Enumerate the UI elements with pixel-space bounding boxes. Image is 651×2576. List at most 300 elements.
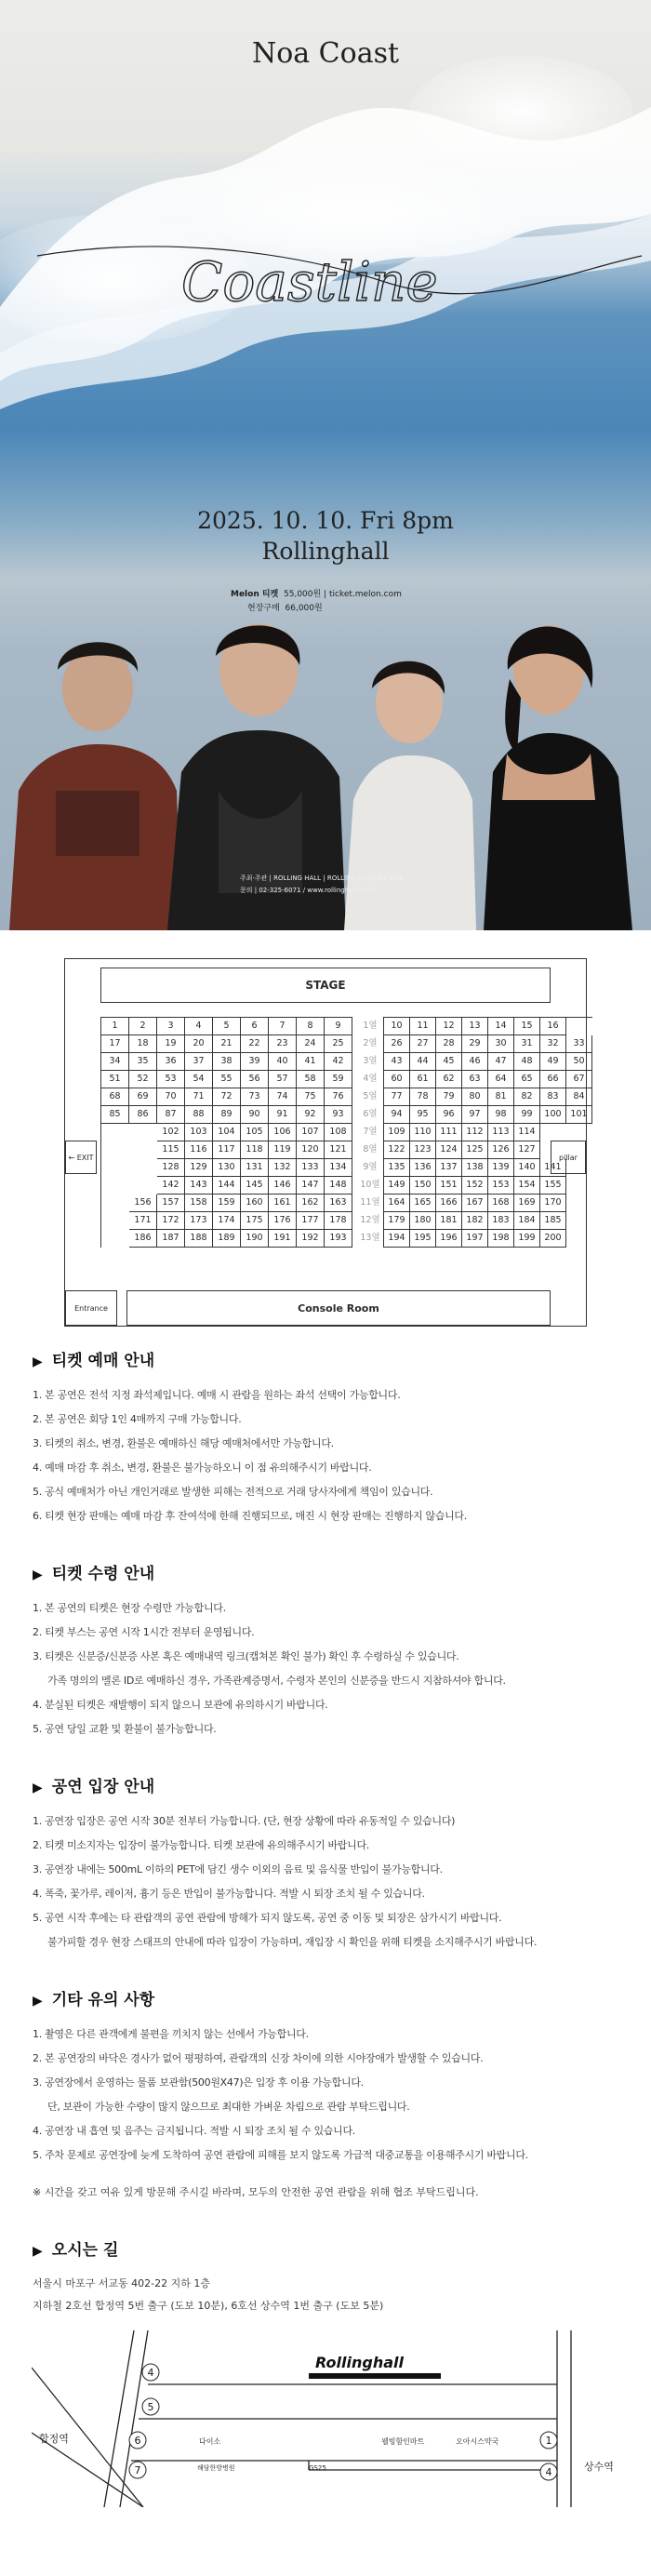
seat-empty <box>101 1124 129 1141</box>
other-item: 1. 촬영은 다른 관객에게 불편을 끼치지 않는 선에서 가능합니다. <box>33 2028 309 2040</box>
seat: 128 <box>157 1159 185 1177</box>
seat: 98 <box>488 1106 514 1124</box>
credits-organizer: 주최·주관 | ROLLING HALL | ROLLING CULTURE ONE <box>240 874 405 882</box>
seat: 38 <box>213 1053 241 1071</box>
seat: 121 <box>325 1141 352 1159</box>
seat: 13 <box>462 1018 488 1035</box>
seat: 110 <box>410 1124 436 1141</box>
seat: 165 <box>410 1195 436 1212</box>
seat: 141 <box>540 1159 566 1177</box>
booking-item: 1. 본 공연은 전석 지정 좌석제입니다. 예매 시 관람을 원하는 좌석 선택이 가능합니다. <box>33 1389 401 1401</box>
other-sub: 단, 보관이 가능한 수량이 많지 않으므로 최대한 가벼운 차림으로 관람 부탁드립니다. <box>47 2101 410 2113</box>
pickup-item: 5. 공연 당일 교환 및 환불이 불가능합니다. <box>33 1723 217 1735</box>
seat: 152 <box>462 1177 488 1195</box>
row-label: 6열 <box>363 1109 378 1119</box>
seat: 28 <box>436 1035 462 1053</box>
booking-title: ▶ 티켓 예매 안내 <box>33 1347 618 1370</box>
entry-item: 2. 티켓 미소지자는 입장이 불가능합니다. 티켓 보관에 유의해주시기 바랍니다. <box>33 1839 369 1851</box>
map-venue-label: Rollinghall <box>315 2354 404 2371</box>
directions-section <box>0 2236 651 2317</box>
entrance-marker: Entrance <box>65 1290 117 1326</box>
exit-1-sangsu: 1 <box>545 2435 552 2447</box>
seat: 62 <box>436 1071 462 1088</box>
seat: 197 <box>462 1230 488 1248</box>
seat: 72 <box>213 1088 241 1106</box>
seat: 84 <box>566 1088 592 1106</box>
entry-item: 1. 공연장 입장은 공연 시작 30분 전부터 가능합니다. (단, 현장 상황에 따라 유동적일 수 있습니다) <box>33 1815 456 1827</box>
seat: 58 <box>297 1071 325 1088</box>
seat: 116 <box>185 1141 213 1159</box>
seat: 189 <box>213 1230 241 1248</box>
seat: 46 <box>462 1053 488 1071</box>
seat: 115 <box>157 1141 185 1159</box>
seat: 104 <box>213 1124 241 1141</box>
seat: 4 <box>185 1018 213 1035</box>
seat: 82 <box>514 1088 540 1106</box>
seat: 77 <box>384 1088 410 1106</box>
event-poster <box>0 0 651 930</box>
seat: 24 <box>297 1035 325 1053</box>
seat: 86 <box>129 1106 157 1124</box>
seat: 19 <box>157 1035 185 1053</box>
seat-empty <box>540 1124 566 1141</box>
entry-item: 4. 폭죽, 꽃가루, 레이저, 흉기 등은 반입이 불가능합니다. 적발 시 퇴장 조치 될 수 있습니다. <box>33 1888 425 1900</box>
seat-empty <box>129 1159 157 1177</box>
entry-item: 3. 공연장 내에는 500mL 이하의 PET에 담긴 생수 이외의 음료 및 음식물 반입이 불가능합니다. <box>33 1863 443 1875</box>
seat: 10 <box>384 1018 410 1035</box>
seat: 47 <box>488 1053 514 1071</box>
seat: 39 <box>241 1053 269 1071</box>
map-sangsu-label: 상수역 <box>584 2461 614 2473</box>
seat: 194 <box>384 1230 410 1248</box>
console-room: Console Room <box>126 1290 551 1326</box>
seat: 22 <box>241 1035 269 1053</box>
seat: 131 <box>241 1159 269 1177</box>
seat: 52 <box>129 1071 157 1088</box>
seat: 113 <box>488 1124 514 1141</box>
seat: 187 <box>157 1230 185 1248</box>
map-hapjeong-label: 합정역 <box>39 2433 69 2445</box>
seat: 171 <box>129 1212 157 1230</box>
seat: 112 <box>462 1124 488 1141</box>
exit-4-sangsu: 4 <box>545 2466 552 2478</box>
seat: 185 <box>540 1212 566 1230</box>
seat: 181 <box>436 1212 462 1230</box>
road-hapjeong-left <box>104 2330 134 2507</box>
other-note: ※ 시간을 갖고 여유 있게 방문해 주시길 바라며, 모두의 안전한 공연 관람을 위해 협조 부탁드립니다. <box>33 2186 479 2198</box>
exit-4-hapjeong: 4 <box>147 2367 154 2379</box>
seat: 2 <box>129 1018 157 1035</box>
seat-empty <box>101 1212 129 1230</box>
seat: 195 <box>410 1230 436 1248</box>
seat-empty <box>101 1177 129 1195</box>
seat-grid-right <box>383 1017 592 1248</box>
seat: 40 <box>269 1053 297 1071</box>
seat: 100 <box>540 1106 566 1124</box>
seat: 138 <box>462 1159 488 1177</box>
seat-empty <box>101 1159 129 1177</box>
entry-sub: 불가피할 경우 현장 스태프의 안내에 따라 입장이 가능하며, 재입장 시 확인을 위해 티켓을 소지해주시기 바랍니다. <box>47 1936 538 1948</box>
seat: 51 <box>101 1071 129 1088</box>
seat: 176 <box>269 1212 297 1230</box>
seat: 18 <box>129 1035 157 1053</box>
seat: 66 <box>540 1071 566 1088</box>
onsite-label: 현장구매 <box>247 604 280 613</box>
entry-section <box>0 1773 651 1955</box>
seat: 114 <box>514 1124 540 1141</box>
seat-empty <box>566 1177 592 1195</box>
seat: 64 <box>488 1071 514 1088</box>
seat: 31 <box>514 1035 540 1053</box>
seat: 11 <box>410 1018 436 1035</box>
seat: 177 <box>297 1212 325 1230</box>
seat: 170 <box>540 1195 566 1212</box>
poster-credits <box>240 873 404 897</box>
seat: 188 <box>185 1230 213 1248</box>
seat: 99 <box>514 1106 540 1124</box>
poster-artist-name: Noa Coast <box>251 37 400 70</box>
seat: 50 <box>566 1053 592 1071</box>
venue-building <box>309 2373 441 2379</box>
seat: 55 <box>213 1071 241 1088</box>
seat: 143 <box>185 1177 213 1195</box>
seat: 29 <box>462 1035 488 1053</box>
seat: 75 <box>297 1088 325 1106</box>
seat-empty <box>566 1230 592 1248</box>
seat: 186 <box>129 1230 157 1248</box>
seat: 21 <box>213 1035 241 1053</box>
seat: 76 <box>325 1088 352 1106</box>
seat: 91 <box>269 1106 297 1124</box>
seat: 6 <box>241 1018 269 1035</box>
other-item: 3. 공연장에서 운영하는 물품 보관함(500원X47)은 입장 후 이용 가능합니다. <box>33 2076 364 2089</box>
entry-title: ▶ 공연 입장 안내 <box>33 1773 618 1796</box>
seat: 125 <box>462 1141 488 1159</box>
row-label: 10열 <box>360 1180 380 1190</box>
seat: 14 <box>488 1018 514 1035</box>
map-daiso-label: 다이소 <box>199 2437 221 2446</box>
seat: 119 <box>269 1141 297 1159</box>
seat: 85 <box>101 1106 129 1124</box>
seat: 144 <box>213 1177 241 1195</box>
seat-map <box>64 958 587 1327</box>
seat: 108 <box>325 1124 352 1141</box>
seat: 134 <box>325 1159 352 1177</box>
pickup-item: 4. 분실된 티켓은 재발행이 되지 않으니 보관에 유의하시기 바랍니다. <box>33 1699 328 1711</box>
seat: 192 <box>297 1230 325 1248</box>
seat: 68 <box>101 1088 129 1106</box>
other-title: ▶ 기타 유의 사항 <box>33 1986 618 2009</box>
seat: 96 <box>436 1106 462 1124</box>
seat: 111 <box>436 1124 462 1141</box>
row-label: 13열 <box>360 1233 380 1243</box>
seat: 106 <box>269 1124 297 1141</box>
seat: 150 <box>410 1177 436 1195</box>
seat: 127 <box>514 1141 540 1159</box>
seat: 12 <box>436 1018 462 1035</box>
seat: 26 <box>384 1035 410 1053</box>
credits-contact: 문의 | 02-325-6071 / www.rollinghall.co.kr <box>240 887 375 894</box>
seat: 200 <box>540 1230 566 1248</box>
transit-info: 지하철 2호선 합정역 5번 출구 (도보 10분), 6호선 상수역 1번 출구 (도보 5분) <box>33 2300 384 2312</box>
seat: 173 <box>185 1212 213 1230</box>
seat: 67 <box>566 1071 592 1088</box>
seat-empty <box>566 1124 592 1141</box>
seat: 174 <box>213 1212 241 1230</box>
pickup-item: 3. 티켓은 신분증/신분증 사본 혹은 예매내역 링크(캡쳐본 확인 불가) 확인 후 수령하실 수 있습니다. <box>33 1650 459 1662</box>
seat: 190 <box>241 1230 269 1248</box>
seat: 45 <box>436 1053 462 1071</box>
row-label: 5열 <box>363 1091 378 1101</box>
seat: 32 <box>540 1035 566 1053</box>
seat: 162 <box>297 1195 325 1212</box>
seat: 23 <box>269 1035 297 1053</box>
seat: 120 <box>297 1141 325 1159</box>
pickup-title: ▶ 티켓 수령 안내 <box>33 1560 618 1583</box>
seat-empty <box>101 1195 129 1212</box>
seat: 101 <box>566 1106 592 1124</box>
seat: 198 <box>488 1230 514 1248</box>
seat: 149 <box>384 1177 410 1195</box>
seat: 193 <box>325 1230 352 1248</box>
exit-6: 6 <box>134 2435 141 2447</box>
seat: 117 <box>213 1141 241 1159</box>
seat: 118 <box>241 1141 269 1159</box>
seat: 122 <box>384 1141 410 1159</box>
seat: 89 <box>213 1106 241 1124</box>
seat: 175 <box>241 1212 269 1230</box>
seat-empty <box>101 1141 129 1159</box>
seat: 30 <box>488 1035 514 1053</box>
seat: 73 <box>241 1088 269 1106</box>
entry-item: 5. 공연 시작 후에는 타 관람객의 공연 관람에 방해가 되지 않도록, 공연 중 이동 및 퇴장은 삼가시기 바랍니다. <box>33 1912 502 1924</box>
script-title-text: Coastline <box>181 250 438 314</box>
seat: 182 <box>462 1212 488 1230</box>
seat: 168 <box>488 1195 514 1212</box>
seat: 49 <box>540 1053 566 1071</box>
seat: 1 <box>101 1018 129 1035</box>
seat: 69 <box>129 1088 157 1106</box>
seat: 178 <box>325 1212 352 1230</box>
seat: 166 <box>436 1195 462 1212</box>
pickup-item: 1. 본 공연의 티켓은 현장 수령만 가능합니다. <box>33 1602 226 1614</box>
melon-label: Melon 티켓 <box>231 590 279 599</box>
seat: 129 <box>185 1159 213 1177</box>
row-label: 7열 <box>363 1127 378 1137</box>
seat: 20 <box>185 1035 213 1053</box>
directions-title: ▶ 오시는 길 <box>33 2236 618 2260</box>
seat: 27 <box>410 1035 436 1053</box>
seat-empty <box>129 1124 157 1141</box>
venue-address: 서울시 마포구 서교동 402-22 지하 1층 <box>33 2277 210 2289</box>
seat: 79 <box>436 1088 462 1106</box>
seat: 7 <box>269 1018 297 1035</box>
row-label: 11열 <box>360 1197 380 1208</box>
seat: 124 <box>436 1141 462 1159</box>
seat: 130 <box>213 1159 241 1177</box>
seat: 155 <box>540 1177 566 1195</box>
location-map <box>32 2330 619 2507</box>
seat: 54 <box>185 1071 213 1088</box>
seat: 156 <box>129 1195 157 1212</box>
seat: 94 <box>384 1106 410 1124</box>
pickup-sub: 가족 명의의 멜론 ID로 예매하신 경우, 가족관계증명서, 수령자 본인의 신분증을 반드시 지참하셔야 합니다. <box>47 1675 506 1687</box>
poster-venue: Rollinghall <box>261 538 390 565</box>
seat: 148 <box>325 1177 352 1195</box>
row-label: 4열 <box>363 1074 378 1084</box>
exit-5: 5 <box>147 2401 154 2413</box>
seat: 48 <box>514 1053 540 1071</box>
seat: 17 <box>101 1035 129 1053</box>
seat: 80 <box>462 1088 488 1106</box>
seat: 199 <box>514 1230 540 1248</box>
seat: 109 <box>384 1124 410 1141</box>
exit-7: 7 <box>134 2464 141 2476</box>
seat: 161 <box>269 1195 297 1212</box>
seat: 160 <box>241 1195 269 1212</box>
seat: 35 <box>129 1053 157 1071</box>
seat: 65 <box>514 1071 540 1088</box>
booking-item: 6. 티켓 현장 판매는 예매 마감 후 잔여석에 한해 진행되므로, 매진 시 현장 판매는 진행하지 않습니다. <box>33 1510 467 1522</box>
seat: 196 <box>436 1230 462 1248</box>
seat: 179 <box>384 1212 410 1230</box>
pickup-section <box>0 1560 651 1742</box>
onsite-price: 66,000원 <box>285 604 323 613</box>
row-label: 9열 <box>363 1162 378 1172</box>
seat: 107 <box>297 1124 325 1141</box>
seat: 83 <box>540 1088 566 1106</box>
seat: 60 <box>384 1071 410 1088</box>
poster-date: 2025. 10. 10. Fri 8pm <box>197 507 454 534</box>
other-item: 2. 본 공연장의 바닥은 경사가 없어 평평하여, 관람객의 신장 차이에 의한 시야장애가 발생할 수 있습니다. <box>33 2052 484 2064</box>
seat-empty <box>566 1018 592 1035</box>
seat: 74 <box>269 1088 297 1106</box>
seat: 25 <box>325 1035 352 1053</box>
seat: 5 <box>213 1018 241 1035</box>
seat: 44 <box>410 1053 436 1071</box>
seat: 145 <box>241 1177 269 1195</box>
seat: 81 <box>488 1088 514 1106</box>
other-item: 5. 주차 문제로 공연장에 늦게 도착하여 공연 관람에 피해를 보지 않도록 가급적 대중교통을 이용해주시기 바랍니다. <box>33 2149 528 2161</box>
seat: 191 <box>269 1230 297 1248</box>
seat: 137 <box>436 1159 462 1177</box>
seat: 140 <box>514 1159 540 1177</box>
seat: 123 <box>410 1141 436 1159</box>
seat: 36 <box>157 1053 185 1071</box>
seat: 180 <box>410 1212 436 1230</box>
seat: 142 <box>157 1177 185 1195</box>
map-gs25-label: GS25 <box>309 2464 326 2472</box>
seat: 184 <box>514 1212 540 1230</box>
seat-empty <box>566 1195 592 1212</box>
seat: 33 <box>566 1035 592 1053</box>
stage-area: STAGE <box>100 968 551 1003</box>
exit-marker: ← EXIT <box>65 1141 97 1174</box>
seat: 159 <box>213 1195 241 1212</box>
seat: 103 <box>185 1124 213 1141</box>
map-clinic-label: 해담한방병원 <box>197 2464 235 2472</box>
seat: 56 <box>241 1071 269 1088</box>
seat: 167 <box>462 1195 488 1212</box>
seat: 153 <box>488 1177 514 1195</box>
seat: 102 <box>157 1124 185 1141</box>
other-item: 4. 공연장 내 흡연 및 음주는 금지됩니다. 적발 시 퇴장 조치 될 수 있습니다. <box>33 2125 355 2137</box>
ticket-info: Melon 티켓 55,000원 | ticket.melon.com 현장구매 66,000원 <box>231 590 402 613</box>
seat: 71 <box>185 1088 213 1106</box>
row-label: 1열 <box>363 1021 378 1031</box>
seat: 78 <box>410 1088 436 1106</box>
seat: 147 <box>297 1177 325 1195</box>
seat-empty <box>129 1177 157 1195</box>
row-label: 8열 <box>363 1144 378 1155</box>
seat: 53 <box>157 1071 185 1088</box>
seat: 172 <box>157 1212 185 1230</box>
row-label: 3열 <box>363 1056 378 1066</box>
seat: 9 <box>325 1018 352 1035</box>
seat: 92 <box>297 1106 325 1124</box>
booking-item: 5. 공식 예매처가 아닌 개인거래로 발생한 피해는 전적으로 거래 당사자에게 책임이 있습니다. <box>33 1486 433 1498</box>
seat: 158 <box>185 1195 213 1212</box>
seat: 3 <box>157 1018 185 1035</box>
melon-url: ticket.melon.com <box>328 590 402 599</box>
seat: 90 <box>241 1106 269 1124</box>
seat: 169 <box>514 1195 540 1212</box>
seat: 139 <box>488 1159 514 1177</box>
seat: 97 <box>462 1106 488 1124</box>
seat: 87 <box>157 1106 185 1124</box>
seat: 8 <box>297 1018 325 1035</box>
seat: 135 <box>384 1159 410 1177</box>
booking-item: 4. 예매 마감 후 취소, 변경, 환불은 불가능하오니 이 점 유의해주시기 바랍니다. <box>33 1462 372 1474</box>
row-label: 2열 <box>363 1038 378 1048</box>
seat: 70 <box>157 1088 185 1106</box>
seat-empty <box>101 1230 129 1248</box>
seat: 95 <box>410 1106 436 1124</box>
seat: 16 <box>540 1018 566 1035</box>
seat-grid-left <box>100 1017 352 1248</box>
map-wellbeing-label: 웰빙함인마트 <box>381 2437 425 2446</box>
seat: 146 <box>269 1177 297 1195</box>
seat: 41 <box>297 1053 325 1071</box>
row-label: 12열 <box>360 1215 380 1225</box>
seat: 93 <box>325 1106 352 1124</box>
seat: 163 <box>325 1195 352 1212</box>
seat: 57 <box>269 1071 297 1088</box>
seat: 136 <box>410 1159 436 1177</box>
pickup-item: 2. 티켓 부스는 공연 시작 1시간 전부터 운영됩니다. <box>33 1626 255 1638</box>
seat: 126 <box>488 1141 514 1159</box>
seat: 133 <box>297 1159 325 1177</box>
other-section <box>0 1986 651 2205</box>
booking-item: 2. 본 공연은 회당 1인 4매까지 구매 가능합니다. <box>33 1413 242 1425</box>
seat: 157 <box>157 1195 185 1212</box>
seat: 183 <box>488 1212 514 1230</box>
pillar-marker: pillar <box>551 1141 586 1174</box>
seat: 164 <box>384 1195 410 1212</box>
booking-item: 3. 티켓의 취소, 변경, 환불은 예매하신 해당 예매처에서만 가능합니다. <box>33 1437 334 1449</box>
seat: 132 <box>269 1159 297 1177</box>
seat-empty <box>566 1212 592 1230</box>
seat: 34 <box>101 1053 129 1071</box>
seat: 37 <box>185 1053 213 1071</box>
melon-price: 55,000원 <box>284 590 322 599</box>
seat: 63 <box>462 1071 488 1088</box>
seat: 42 <box>325 1053 352 1071</box>
seat: 15 <box>514 1018 540 1035</box>
seat: 151 <box>436 1177 462 1195</box>
seat: 154 <box>514 1177 540 1195</box>
coastline-script-title <box>0 219 651 330</box>
